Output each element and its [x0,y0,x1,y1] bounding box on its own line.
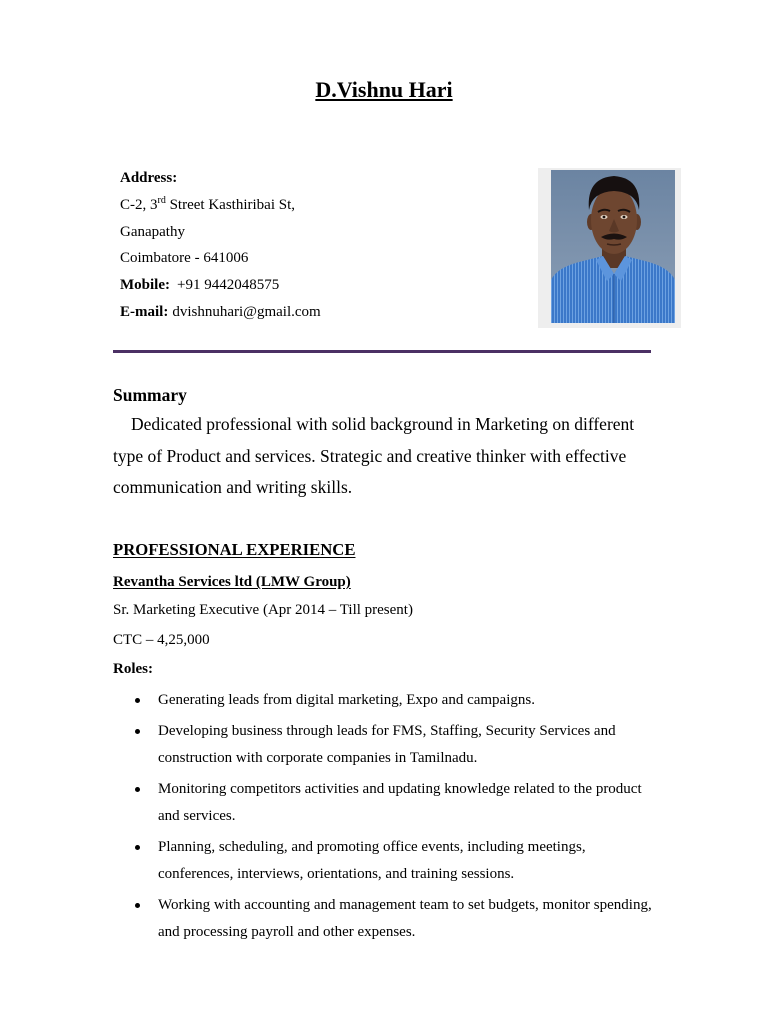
summary-line: Dedicated professional with solid background in Marketing on different [131,414,635,434]
role-line: construction with corporate companies in Tamilnadu. [158,749,478,766]
roles-list [113,687,673,950]
email-address: dvishnuhari@gmail.com [172,303,321,320]
mobile-row [120,272,321,299]
list-item [113,892,673,946]
address-street [120,192,321,219]
email-label: E-mail: [120,303,169,320]
address-label: Address: [120,170,178,186]
bullet-icon [135,787,140,792]
company-name: Revantha Services ltd (LMW Group) [113,574,351,590]
bullet-icon [135,903,140,908]
role-line: and processing payroll and other expenses. [158,923,416,940]
address-city: Coimbatore - 641006 [120,250,249,267]
mobile-number: +91 9442048575 [177,277,280,294]
job-position: Sr. Marketing Executive (Apr 2014 – Till present) [113,602,413,619]
email-row [120,299,321,326]
experience-heading: PROFESSIONAL EXPERIENCE [113,540,356,559]
profile-photo [538,168,681,328]
list-item [113,687,673,714]
list-item [113,834,673,888]
section-divider [113,350,651,353]
roles-label: Roles: [113,661,153,678]
bullet-icon [135,698,140,703]
job-ctc: CTC – 4,25,000 [113,631,210,648]
list-item [113,776,673,830]
summary-line: communication and writing skills. [113,477,353,497]
summary-paragraph [113,409,634,504]
profile-photo-image [551,170,675,323]
summary-line: type of Product and services. Strategic and creative thinker with effective [113,445,627,466]
street-number: C-2, 3 [120,196,158,213]
role-line: Monitoring competitors activities and updating knowledge related to the product [158,780,642,797]
resume-name-title: D.Vishnu Hari [315,77,453,102]
address-area: Ganapathy [120,223,185,240]
role-line: conferences, interviews, orientations, and training sessions. [158,865,515,882]
bullet-icon [135,729,140,734]
role-line: and services. [158,807,236,824]
job-info [113,596,413,685]
street-name: Street Kasthiribai St, [165,196,295,213]
role-line: Developing business through leads for FMS, Staffing, Security Services and [158,722,616,739]
role-line: Planning, scheduling, and promoting office events, including meetings, [158,838,586,855]
mobile-label: Mobile: [120,277,170,294]
bullet-icon [135,845,140,850]
role-line: Working with accounting and management team to set budgets, monitor spending, [158,896,652,913]
role-line: Generating leads from digital marketing, Expo and campaigns. [158,691,535,708]
street-ordinal-suffix: rd [157,194,166,206]
contact-block [120,165,321,326]
summary-heading: Summary [113,385,187,405]
list-item [113,718,673,772]
